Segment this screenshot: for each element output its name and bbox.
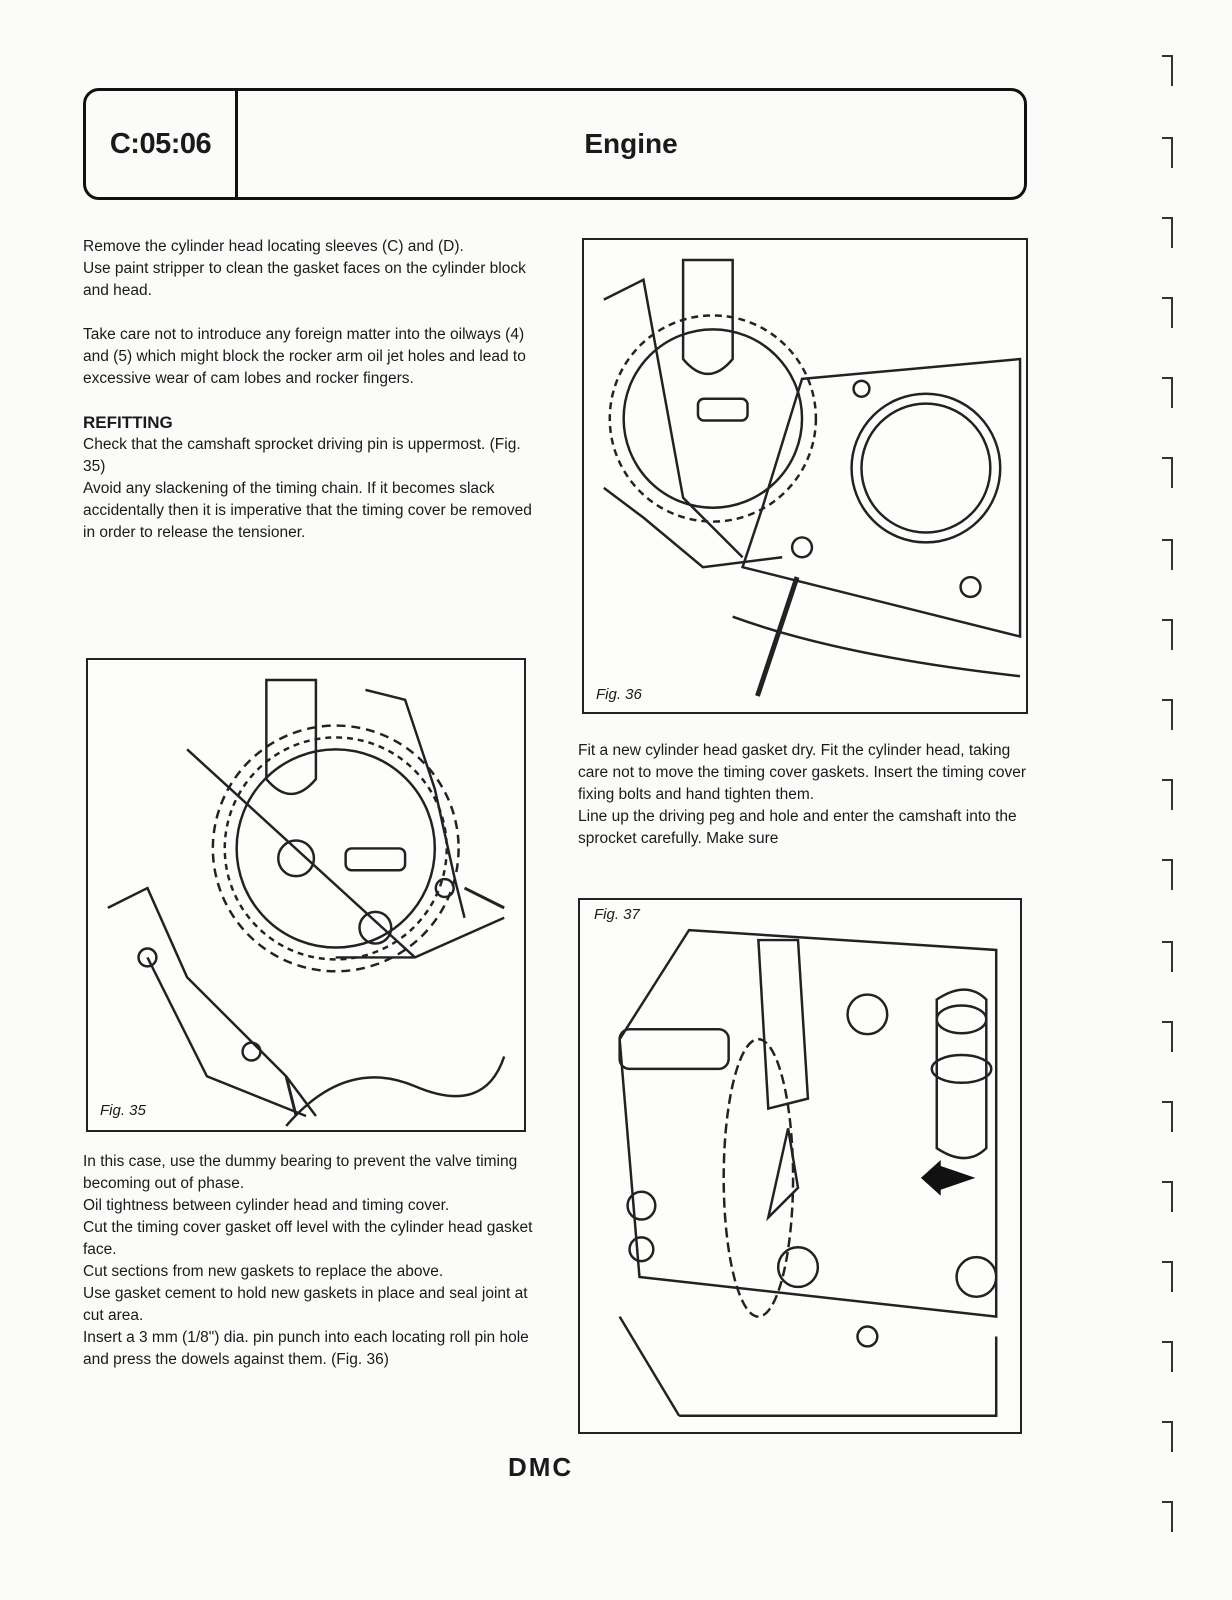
paragraph: Use gasket cement to hold new gaskets in place and seal joint at cut area. — [83, 1285, 528, 1324]
binder-ring-mark — [1160, 772, 1174, 812]
cylinder-head-gasket-illustration — [584, 240, 1026, 712]
paragraph: Remove the cylinder head locating sleeves (C) and (D). — [83, 238, 464, 255]
binder-ring-mark — [1160, 48, 1174, 88]
figure-label: Fig. 35 — [100, 1102, 146, 1119]
section-title: Engine — [584, 128, 678, 159]
binder-ring-mark — [1160, 1414, 1174, 1454]
binder-ring-mark — [1160, 1094, 1174, 1134]
dmc-logo: DMC — [508, 1452, 574, 1482]
figure-label: Fig. 36 — [596, 686, 642, 703]
figure-36 — [582, 238, 1028, 714]
paragraph: Use paint stripper to clean the gasket faces on the cylinder block and head. — [83, 260, 526, 299]
figure-label: Fig. 37 — [594, 906, 640, 923]
binder-ring-mark — [1160, 1254, 1174, 1294]
paragraph: Take care not to introduce any foreign matter into the oilways (4) and (5) which might block the rocker arm oil jet holes and lead to excessive wear of cam lobes and rocker fingers. — [83, 326, 526, 387]
binder-ring-mark — [1160, 934, 1174, 974]
section-code: C:05:06 — [109, 127, 212, 160]
binder-ring-mark — [1160, 612, 1174, 652]
section-header — [83, 88, 1027, 200]
paragraph: Cut sections from new gaskets to replace the above. — [83, 1263, 444, 1280]
binder-ring-mark — [1160, 290, 1174, 330]
binder-ring-mark — [1160, 1334, 1174, 1374]
paragraph: In this case, use the dummy bearing to prevent the valve timing becoming out of phase. — [83, 1153, 518, 1192]
binder-ring-mark — [1160, 1494, 1174, 1534]
refitting-heading: REFITTING — [83, 413, 173, 432]
binder-ring-mark — [1160, 532, 1174, 572]
camshaft-sprocket-illustration — [580, 900, 1020, 1432]
paragraph: Line up the driving peg and hole and enter the camshaft into the sprocket carefully. Make sure — [578, 808, 1017, 847]
binder-ring-mark — [1160, 370, 1174, 410]
binder-ring-mark — [1160, 210, 1174, 250]
figure-37 — [578, 898, 1022, 1434]
binder-ring-mark — [1160, 692, 1174, 732]
binder-ring-mark — [1160, 450, 1174, 490]
paragraph: Oil tightness between cylinder head and timing cover. — [83, 1197, 450, 1214]
right-column-text — [578, 740, 1030, 850]
binder-ring-mark — [1160, 1174, 1174, 1214]
paragraph: Cut the timing cover gasket off level with the cylinder head gasket face. — [83, 1219, 533, 1258]
binder-ring-mark — [1160, 852, 1174, 892]
left-column-bottom — [83, 1151, 533, 1371]
binder-ring-mark — [1160, 1014, 1174, 1054]
binder-ring-mark — [1160, 130, 1174, 170]
left-column-top — [83, 236, 533, 544]
figure-35 — [86, 658, 526, 1132]
paragraph: Insert a 3 mm (1/8") dia. pin punch into each locating roll pin hole and press the dowels against them. (Fig. 36) — [83, 1329, 529, 1368]
timing-sprocket-illustration — [88, 660, 524, 1130]
paragraph: Avoid any slackening of the timing chain. If it becomes slack accidentally then it is imperative that the timing cover be removed in order to release the tensioner. — [83, 480, 532, 541]
paragraph: Check that the camshaft sprocket driving pin is uppermost. (Fig. 35) — [83, 436, 521, 475]
paragraph: Fit a new cylinder head gasket dry. Fit the cylinder head, taking care not to move the timing cover gaskets. Insert the timing cover fixing bolts and hand tighten them. — [578, 742, 1026, 803]
